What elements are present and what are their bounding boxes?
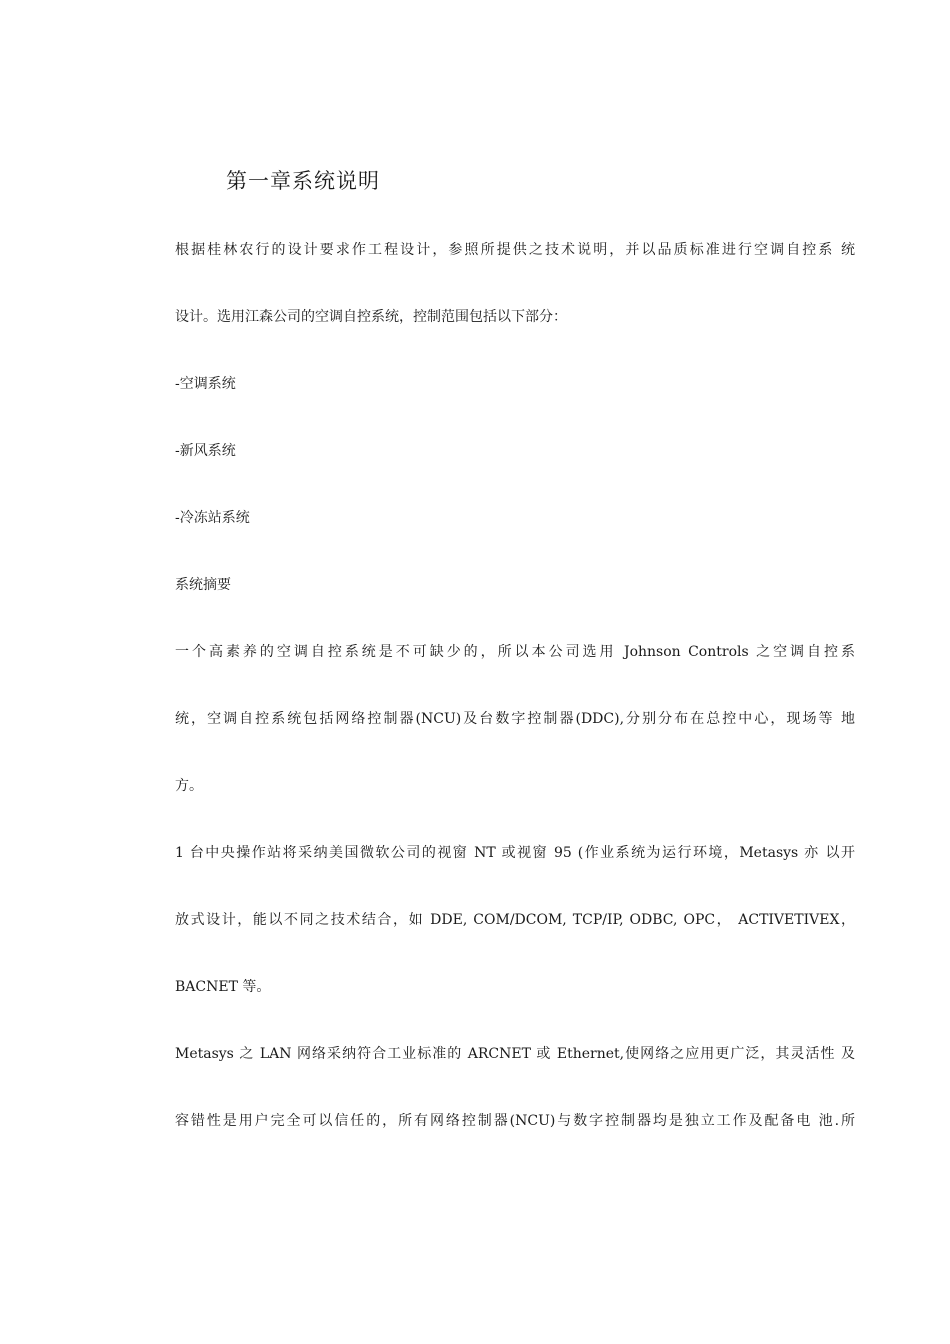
paragraph-line: 设计。选用江森公司的空调自控系统，控制范围包括以下部分： — [175, 309, 567, 325]
paragraph-line: 容错性是用户完全可以信任的，所有网络控制器(NCU)与数字控制器均是独立工作及配备电 池.所 — [175, 1113, 855, 1129]
paragraph-line: 根据桂林农行的设计要求作工程设计，参照所提供之技术说明，并以品质标准进行空调自控系 统 — [175, 242, 855, 258]
list-item: -冷冻站系统 — [175, 510, 250, 526]
section-heading: 系统摘要 — [175, 577, 231, 593]
list-item: -空调系统 — [175, 376, 236, 392]
paragraph-line: 1 台中央操作站将采纳美国微软公司的视窗 NT 或视窗 95 (作业系统为运行环境，Metasys 亦 以开 — [175, 845, 855, 861]
list-item: -新风系统 — [175, 443, 236, 459]
paragraph-line: Metasys 之 LAN 网络采纳符合工业标准的 ARCNET 或 Ethernet,使网络之应用更广泛，其灵活性 及 — [175, 1046, 855, 1062]
paragraph-line: 一个高素养的空调自控系统是不可缺少的，所以本公司选用 Johnson Controls 之空调自控系 — [175, 644, 855, 660]
paragraph-line: 方。 — [175, 778, 203, 794]
paragraph-line: BACNET 等。 — [175, 979, 271, 995]
chapter-title: 第一章系统说明 — [226, 169, 380, 193]
paragraph-line: 统，空调自控系统包括网络控制器(NCU)及台数字控制器(DDC),分别分布在总控中心，现场等 地 — [175, 711, 855, 727]
paragraph-line: 放式设计，能以不同之技术结合，如 DDE, COM/DCOM, TCP/IP, ODBC, OPC， ACTIVETIVEX， — [175, 912, 855, 928]
